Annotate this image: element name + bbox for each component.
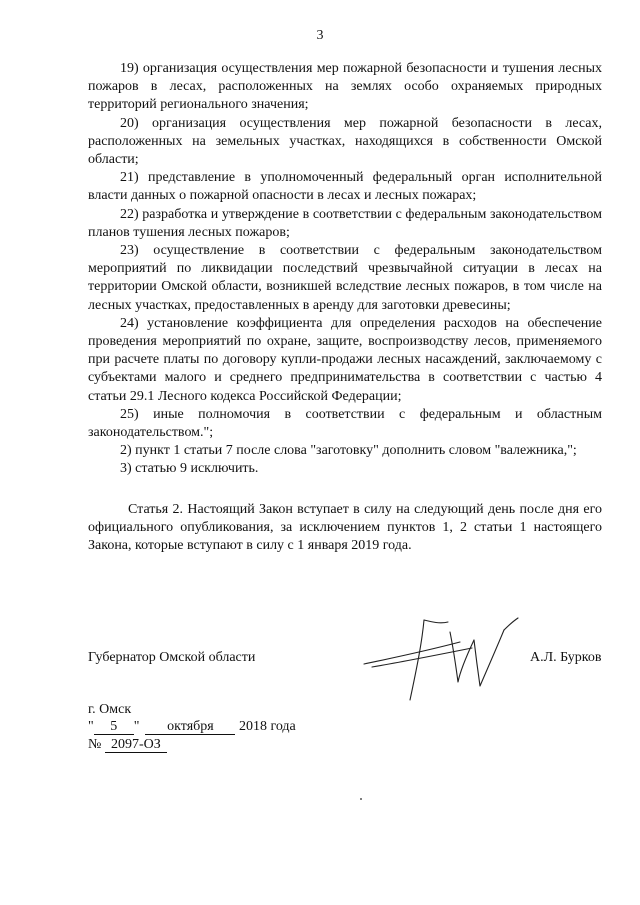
law-number-prefix: №	[88, 737, 102, 752]
list-item-21: 21) представление в уполномоченный федеральный орган исполнительной власти данных о пожарной опасности в лесах и лесных пожарах;	[88, 170, 602, 204]
amendment-item-3: 3) статью 9 исключить.	[120, 461, 259, 477]
list-item-24: 24) установление коэффициента для определения расходов на обеспечение проведения мероприятий по охране, защите, воспроизводству лесов, применяемого при расчете платы по договору купли-продажи лесных насаждений, заключаемому с субъектами малого и среднего предпринимательства в соответствии с частью 4 статьи 29.1 Лесного кодекса Российской Федерации;	[88, 315, 602, 404]
date-month: октября	[145, 720, 235, 735]
date-day: 5	[94, 720, 134, 735]
handwritten-signature	[362, 612, 522, 704]
law-number	[88, 737, 167, 753]
governor-name: А.Л. Бурков	[530, 650, 602, 665]
governor-title: Губернатор Омской области	[88, 650, 256, 665]
date-year: 2018 года	[238, 719, 296, 734]
list-item-23: 23) осуществление в соответствии с федеральным законодательством мероприятий по ликвидации последствий чрезвычайной ситуации в лесах на территории Омской области, возникшей вследствие лесных пожаров, в том числе на лесных участках, предоставленных в аренду для заготовки древесины;	[88, 243, 602, 313]
list-item-25: 25) иные полномочия в соответствии с федеральным и областным законодательством.";	[88, 406, 602, 441]
list-item-19: 19) организация осуществления мер пожарной безопасности и тушения лесных пожаров в лесах, расположенных на землях особо охраняемых природных территорий регионального значения;	[88, 61, 602, 113]
list-item-22: 22) разработка и утверждение в соответствии с федеральным законодательством планов тушения лесных пожаров;	[88, 206, 602, 240]
amendment-item-2: 2) пункт 1 статьи 7 после слова "заготовку" дополнить словом "валежника,";	[120, 443, 577, 459]
list-item-20: 20) организация осуществления мер пожарной безопасности в лесах, расположенных на земельных участках, находящихся в собственности Омской области;	[88, 115, 602, 168]
signing-date: " 5 " октября 2018 года	[88, 719, 296, 734]
signing-place: г. Омск	[88, 702, 132, 717]
page-number: 3	[316, 28, 324, 43]
law-number-value: 2097-ОЗ	[105, 738, 167, 753]
scan-dot	[360, 798, 362, 800]
document-body	[88, 60, 602, 555]
article-2: Статья 2. Настоящий Закон вступает в силу на следующий день после дня его официального опубликования, за исключением пунктов 1, 2 статьи 1 настоящего Закона, которые вступают в силу с 1 января 2019 года.	[88, 501, 602, 554]
